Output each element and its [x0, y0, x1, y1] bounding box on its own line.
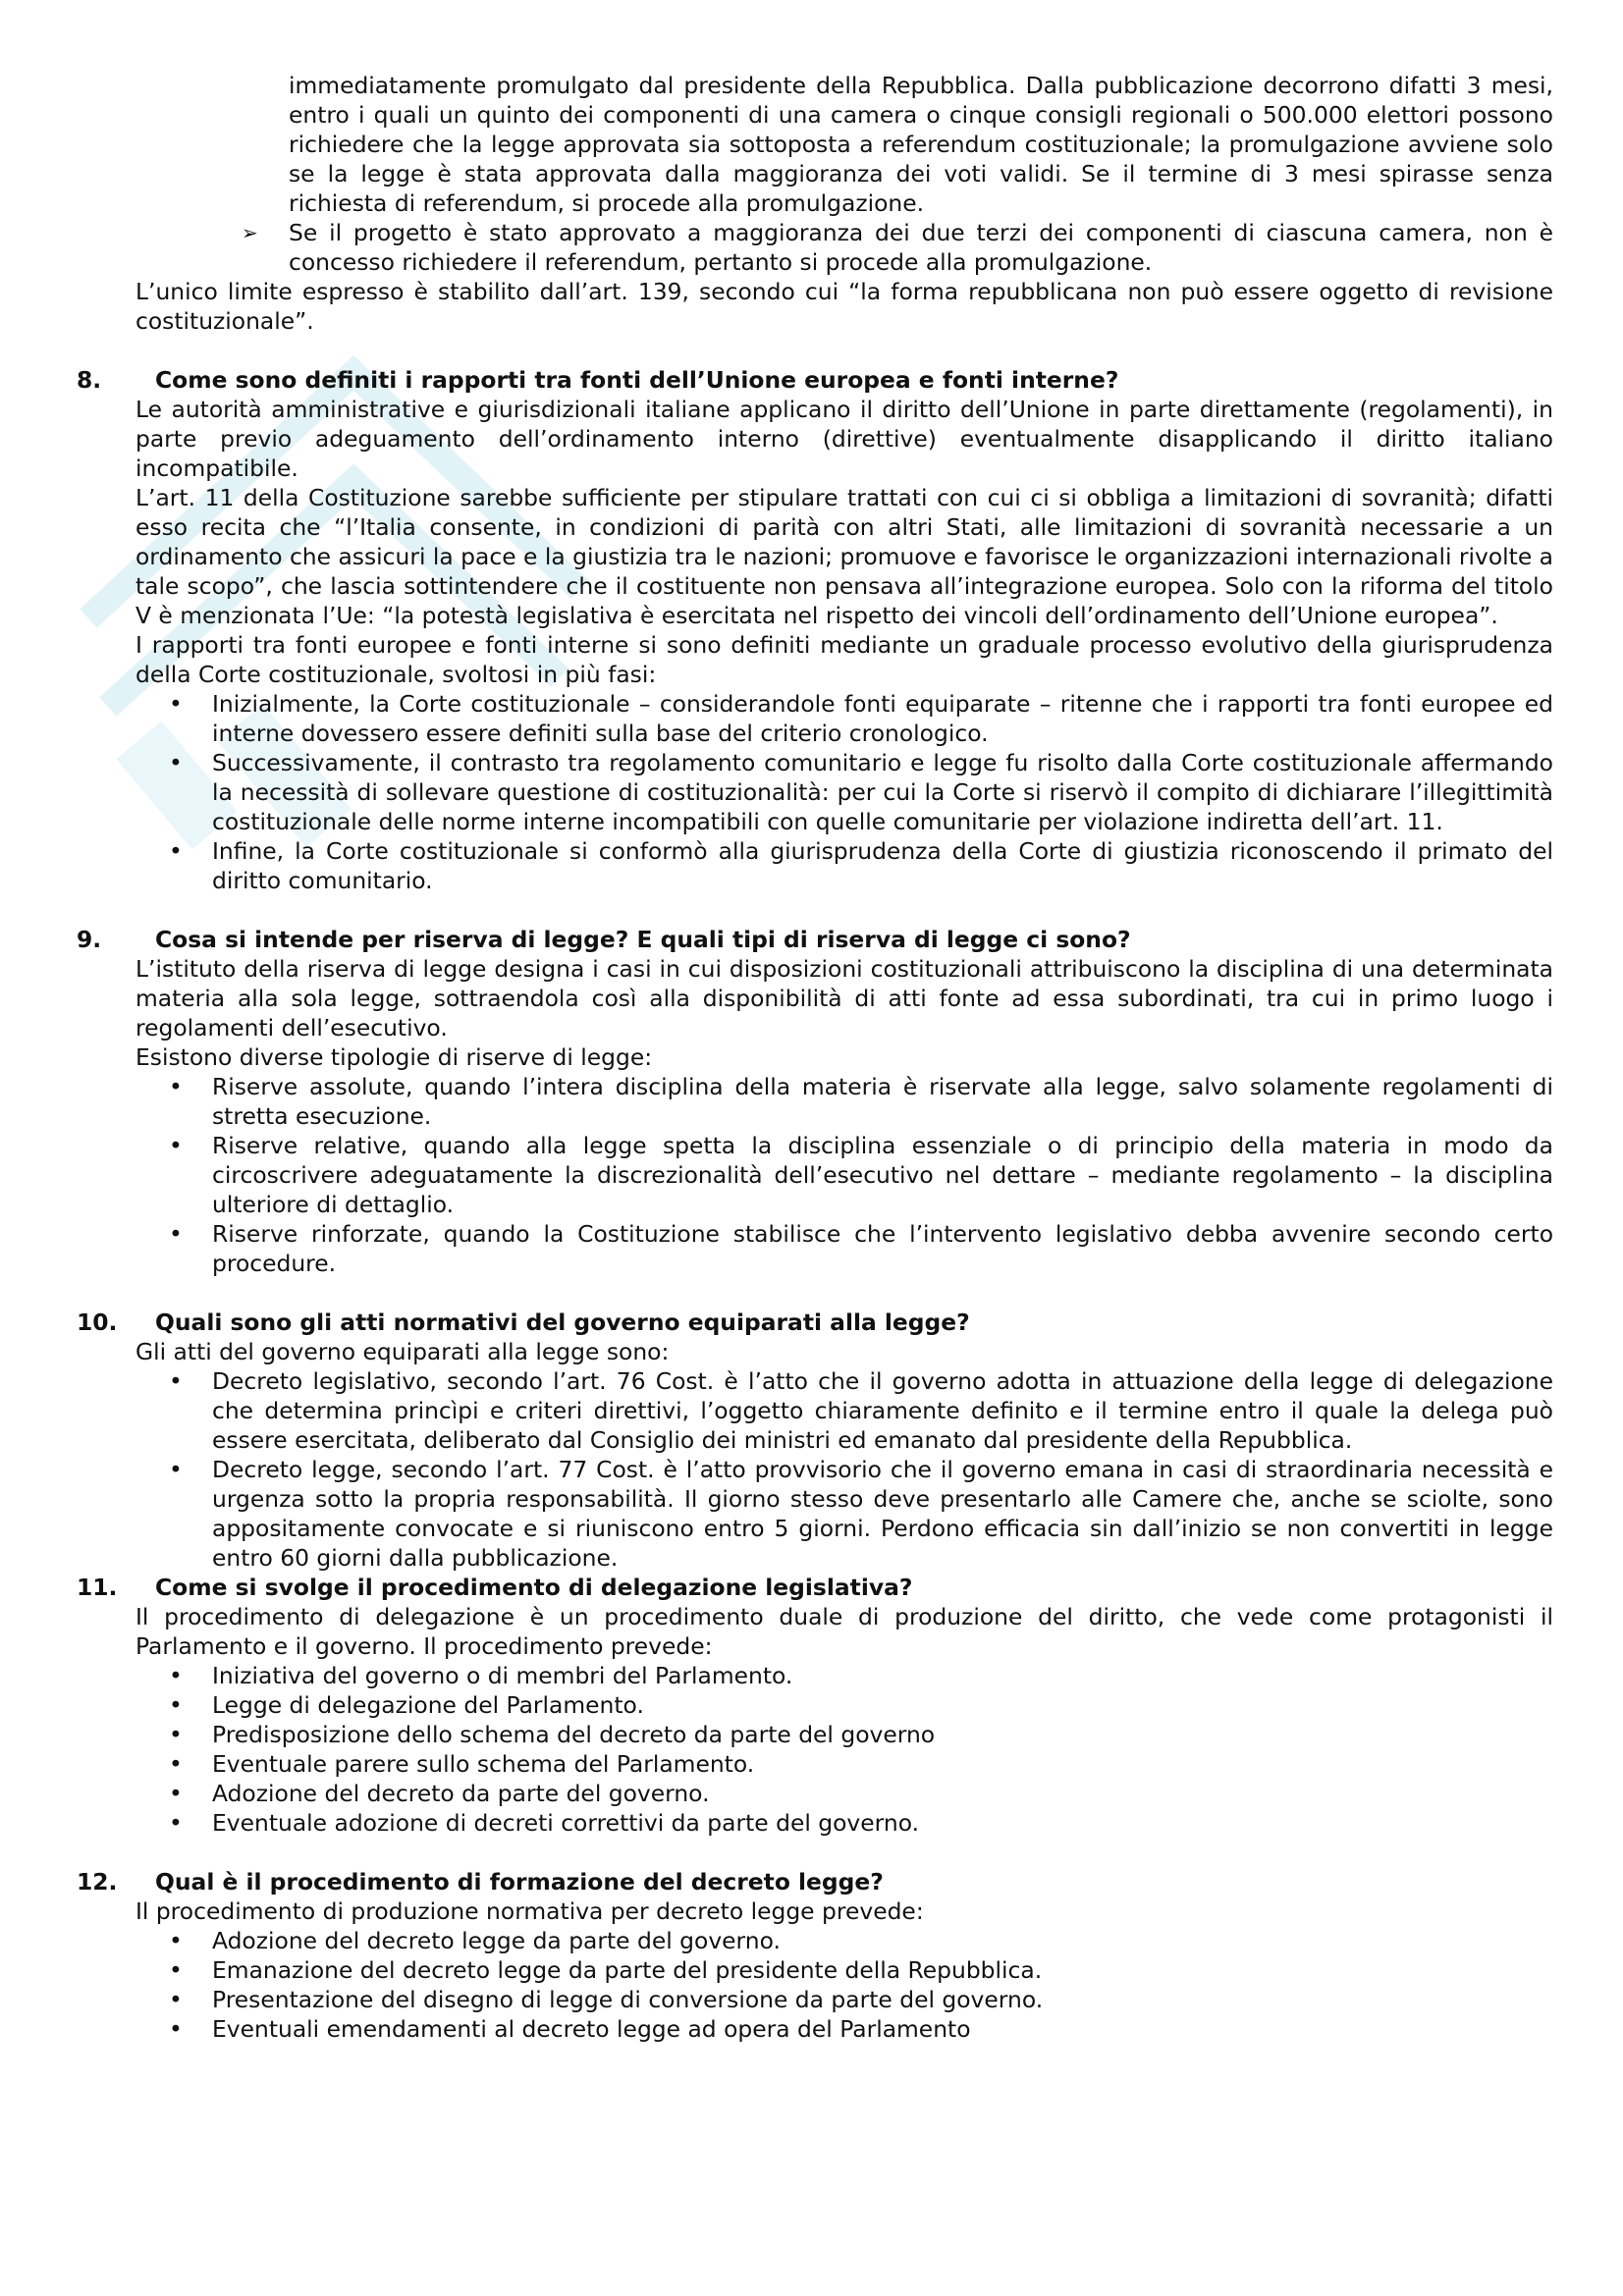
section-number: 12.	[77, 1868, 118, 1896]
paragraph: L’art. 11 della Costituzione sarebbe sufficiente per stipulare trattati con cui ci si obbliga a limitazioni di sovranità; difatti esso recita che “l’Italia consente, in condizioni di parità con altri Stati, alle limitazioni di sovranità necessarie a un ordinamento che assicuri la pace e la giustizia tra le nazioni; promuove e favorisce le organizzazioni internazionali rivolte a tale scopo”, che lascia sottintendere che il costituente non pensava all’integrazione europea. Solo con la riforma del titolo V è menzionata l’Ue: “la potestà legislativa è esercitata nel rispetto dei vincoli dell’ordinamento dell’Unione europea”.	[135, 484, 1553, 629]
section-title: Cosa si intende per riserva di legge? E quali tipi di riserva di legge ci sono?	[155, 926, 1131, 953]
list-item	[165, 1955, 1553, 1985]
arrow-bullet-icon: ➢	[242, 221, 258, 244]
bullet-icon: •	[169, 1132, 183, 1159]
bullet-icon: •	[169, 1927, 183, 1954]
bullet-icon: •	[169, 2015, 183, 2043]
intro-closing: L’unico limite espresso è stabilito dall’art. 139, secondo cui “la forma repubblicana non può essere oggetto di revisione costituzionale”.	[135, 278, 1553, 335]
section-number: 10.	[77, 1308, 118, 1336]
list-item	[165, 1072, 1553, 1131]
section-heading-11	[77, 1573, 1553, 1602]
list-item-text: Eventuale adozione di decreti correttivi da parte del governo.	[212, 1809, 920, 1837]
list-item-text: Infine, la Corte costituzionale si conformò alla giurisprudenza della Corte di giustizia riconoscendo il primato del diritto comunitario.	[212, 837, 1553, 894]
section-heading-10	[77, 1308, 1553, 1337]
list-item-text: Eventuale parere sullo schema del Parlamento.	[212, 1750, 755, 1778]
list-item	[165, 2014, 1553, 2044]
list-item-text: Eventuali emendamenti al decreto legge ad opera del Parlamento	[212, 2015, 971, 2043]
list-item	[165, 748, 1553, 836]
bullet-icon: •	[169, 1691, 183, 1719]
paragraph: Gli atti del governo equiparati alla legge sono:	[135, 1338, 670, 1365]
bullet-icon: •	[169, 1367, 183, 1395]
document-page	[77, 71, 1553, 2044]
list-item	[165, 1720, 1553, 1749]
list-item-text: Legge di delegazione del Parlamento.	[212, 1691, 644, 1719]
bullet-icon: •	[169, 690, 183, 718]
list-item-text: Predisposizione dello schema del decreto da parte del governo	[212, 1721, 936, 1748]
bullet-icon: •	[169, 749, 183, 776]
list-item-text: Successivamente, il contrasto tra regolamento comunitario e legge fu risolto dalla Corte costituzionale affermando la necessità di sollevare questione di costituzionalità: per cui la Corte si riservò il compito di dichiarare l’illegittimità costituzionale delle norme interne incompatibili con quelle comunitarie per violazione indiretta dell’art. 11.	[212, 749, 1553, 835]
list-item	[165, 1131, 1553, 1219]
list-item	[165, 1455, 1553, 1573]
list-item	[165, 1219, 1553, 1278]
list-item	[165, 1690, 1553, 1720]
paragraph: L’istituto della riserva di legge designa i casi in cui disposizioni costituzionali attribuiscono la disciplina di una determinata materia alla sola legge, sottraendola così alla disponibilità di atti fonte ad essa subordinati, tra cui in primo luogo i regolamenti dell’esecutivo.	[135, 955, 1553, 1041]
section-title: Quali sono gli atti normativi del governo equiparati alla legge?	[155, 1308, 970, 1336]
bullet-icon: •	[169, 1956, 183, 1984]
bullet-icon: •	[169, 837, 183, 865]
section-heading-9	[77, 925, 1553, 954]
bullet-icon: •	[169, 1220, 183, 1248]
list-item-text: Adozione del decreto legge da parte del governo.	[212, 1927, 781, 1954]
list-item	[165, 1926, 1553, 1955]
paragraph: Esistono diverse tipologie di riserve di legge:	[135, 1043, 653, 1071]
bullet-icon: •	[169, 1809, 183, 1837]
list-item-text: Decreto legislativo, secondo l’art. 76 Cost. è l’atto che il governo adotta in attuazione della legge di delegazione che determina princìpi e criteri direttivi, l’oggetto chiaramente definito e il termine entro il quale la delega può essere esercitata, deliberato dal Consiglio dei ministri ed emanato dal presidente della Repubblica.	[212, 1367, 1553, 1454]
section-number: 8.	[77, 366, 102, 394]
list-item-text: Adozione del decreto da parte del governo.	[212, 1780, 710, 1807]
arrow-item-text: Se il progetto è stato approvato a maggioranza dei due terzi dei componenti di ciascuna camera, non è concesso richiedere il referendum, pertanto si procede alla promulgazione.	[289, 219, 1553, 276]
list-item	[165, 1366, 1553, 1455]
section-title: Come sono definiti i rapporti tra fonti dell’Unione europea e fonti interne?	[155, 366, 1119, 394]
paragraph: I rapporti tra fonti europee e fonti interne si sono definiti mediante un graduale processo evolutivo della giurisprudenza della Corte costituzionale, svoltosi in più fasi:	[135, 631, 1553, 688]
section-heading-8	[77, 365, 1553, 395]
section-number: 11.	[77, 1574, 118, 1601]
section-number: 9.	[77, 926, 102, 953]
section-heading-12	[77, 1867, 1553, 1896]
bullet-icon: •	[169, 1780, 183, 1807]
list-item-text: Riserve relative, quando alla legge spetta la disciplina essenziale o di principio della materia in modo da circoscrivere adeguatamente la discrezionalità dell’esecutivo nel dettare – mediante regolamento – la disciplina ulteriore di dettaglio.	[212, 1132, 1553, 1218]
bullet-icon: •	[169, 1986, 183, 2013]
paragraph: Il procedimento di produzione normativa per decreto legge prevede:	[135, 1897, 924, 1925]
list-item-text: Decreto legge, secondo l’art. 77 Cost. è l’atto provvisorio che il governo emana in casi di straordinaria necessità e urgenza sotto la propria responsabilità. Il giorno stesso deve presentarlo alle Camere che, anche se sciolte, sono appositamente convocate e si riuniscono entro 5 giorni. Perdono efficacia sin dall’inizio se non convertiti in legge entro 60 giorni dalla pubblicazione.	[212, 1456, 1553, 1572]
bullet-icon: •	[169, 1456, 183, 1483]
list-item-text: Riserve assolute, quando l’intera disciplina della materia è riservate alla legge, salvo solamente regolamenti di stretta esecuzione.	[212, 1073, 1553, 1130]
bullet-icon: •	[169, 1750, 183, 1778]
bullet-icon: •	[169, 1721, 183, 1748]
list-item	[165, 1779, 1553, 1808]
section-title: Come si svolge il procedimento di delegazione legislativa?	[155, 1574, 913, 1601]
list-item	[165, 1985, 1553, 2014]
list-item-text: Emanazione del decreto legge da parte del presidente della Repubblica.	[212, 1956, 1043, 1984]
list-item	[165, 836, 1553, 895]
bullet-icon: •	[169, 1073, 183, 1100]
list-item-text: Presentazione del disegno di legge di conversione da parte del governo.	[212, 1986, 1044, 2013]
bullet-icon: •	[169, 1662, 183, 1689]
paragraph: Le autorità amministrative e giurisdizionali italiane applicano il diritto dell’Unione in parte direttamente (regolamenti), in parte previo adeguamento dell’ordinamento interno (direttive) eventualmente disapplicando il diritto italiano incompatibile.	[135, 396, 1553, 482]
list-item-text: Riserve rinforzate, quando la Costituzione stabilisce che l’intervento legislativo debba avvenire secondo certo procedure.	[212, 1220, 1553, 1277]
list-item-text: Iniziativa del governo o di membri del Parlamento.	[212, 1662, 793, 1689]
list-item-text: Inizialmente, la Corte costituzionale – considerandole fonti equiparate – ritenne che i rapporti tra fonti europee ed interne dovessero essere definiti sulla base del criterio cronologico.	[212, 690, 1553, 747]
section-title: Qual è il procedimento di formazione del decreto legge?	[155, 1868, 884, 1896]
list-item	[165, 1661, 1553, 1690]
intro-continuation: immediatamente promulgato dal presidente della Repubblica. Dalla pubblicazione decorrono difatti 3 mesi, entro i quali un quinto dei componenti di una camera o cinque consigli regionali o 500.000 elettori possono richiedere che la legge approvata sia sottoposta a referendum costituzionale; la promulgazione avviene solo se la legge è stata approvata dalla maggioranza dei voti validi. Se il termine di 3 mesi spirasse senza richiesta di referendum, si procede alla promulgazione.	[289, 72, 1553, 217]
arrow-list-item	[242, 218, 1553, 277]
list-item	[165, 689, 1553, 748]
list-item	[165, 1749, 1553, 1779]
paragraph: Il procedimento di delegazione è un procedimento duale di produzione del diritto, che vede come protagonisti il Parlamento e il governo. Il procedimento prevede:	[135, 1603, 1553, 1660]
list-item	[165, 1808, 1553, 1838]
